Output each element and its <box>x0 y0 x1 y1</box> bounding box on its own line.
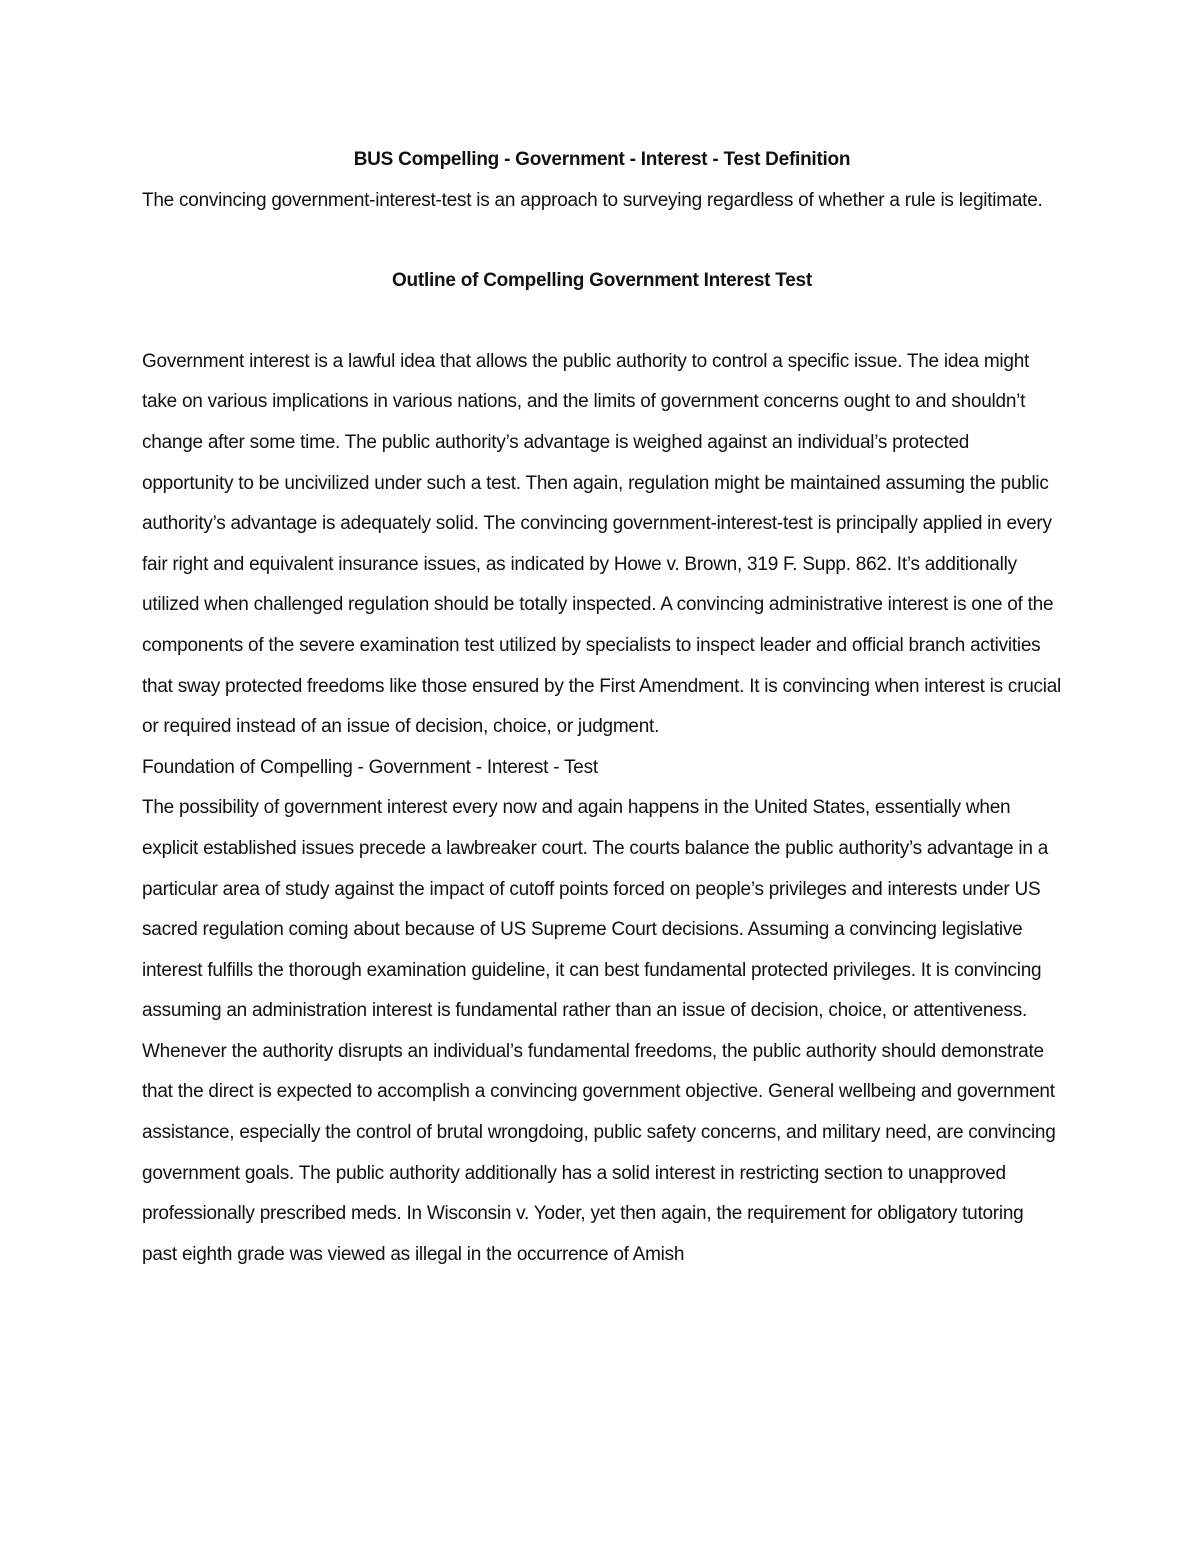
outline-heading: Outline of Compelling Government Interest Test <box>392 270 812 292</box>
document-body <box>142 140 1062 1275</box>
spacer <box>142 221 1062 261</box>
foundation-heading: Foundation of Compelling - Government - Interest - Test <box>142 756 598 778</box>
intro-paragraph: The convincing government-interest-test is an approach to surveying regardless of whether a rule is legitimate. <box>142 189 1043 211</box>
foundation-paragraph: The possibility of government interest every now and again happens in the United States, essentially when explicit established issues precede a lawbreaker court. The courts balance the public authority’s advantage in a particular area of study against the impact of cutoff points forced on people’s privileges and interests under US sacred regulation coming about because of US Supreme Court decisions. Assuming a convincing legislative interest fulfills the thorough examination guideline, it can best fundamental protected privileges. It is convincing assuming an administration interest is fundamental rather than an issue of decision, choice, or attentiveness. Whenever the authority disrupts an individual’s fundamental freedoms, the public authority should demonstrate that the direct is expected to accomplish a convincing government objective. General wellbeing and government assistance, especially the control of brutal wrongdoing, public safety concerns, and military need, are convincing government goals. The public authority additionally has a solid interest in restricting section to unapproved professionally prescribed meds. In Wisconsin v. Yoder, yet then again, the requirement for obligatory tutoring past eighth grade was viewed as illegal in the occurrence of Amish <box>142 797 1056 1265</box>
outline-paragraph: Government interest is a lawful idea that allows the public authority to control a specific issue. The idea might take on various implications in various nations, and the limits of government concerns ought to and shouldn’t change after some time. The public authority’s advantage is weighed against an individual’s protected opportunity to be uncivilized under such a test. Then again, regulation might be maintained assuming the public authority’s advantage is adequately solid. The convincing government-interest-test is principally applied in every fair right and equivalent insurance issues, as indicated by Howe v. Brown, 319 F. Supp. 862. It’s additionally utilized when challenged regulation should be totally inspected. A convincing administrative interest is one of the components of the severe examination test utilized by specialists to inspect leader and official branch activities that sway protected freedoms like those ensured by the First Amendment. It is convincing when interest is crucial or required instead of an issue of decision, choice, or judgment. <box>142 350 1062 738</box>
spacer <box>142 302 1062 342</box>
document-title: BUS Compelling - Government - Interest - Test Definition <box>353 149 851 170</box>
